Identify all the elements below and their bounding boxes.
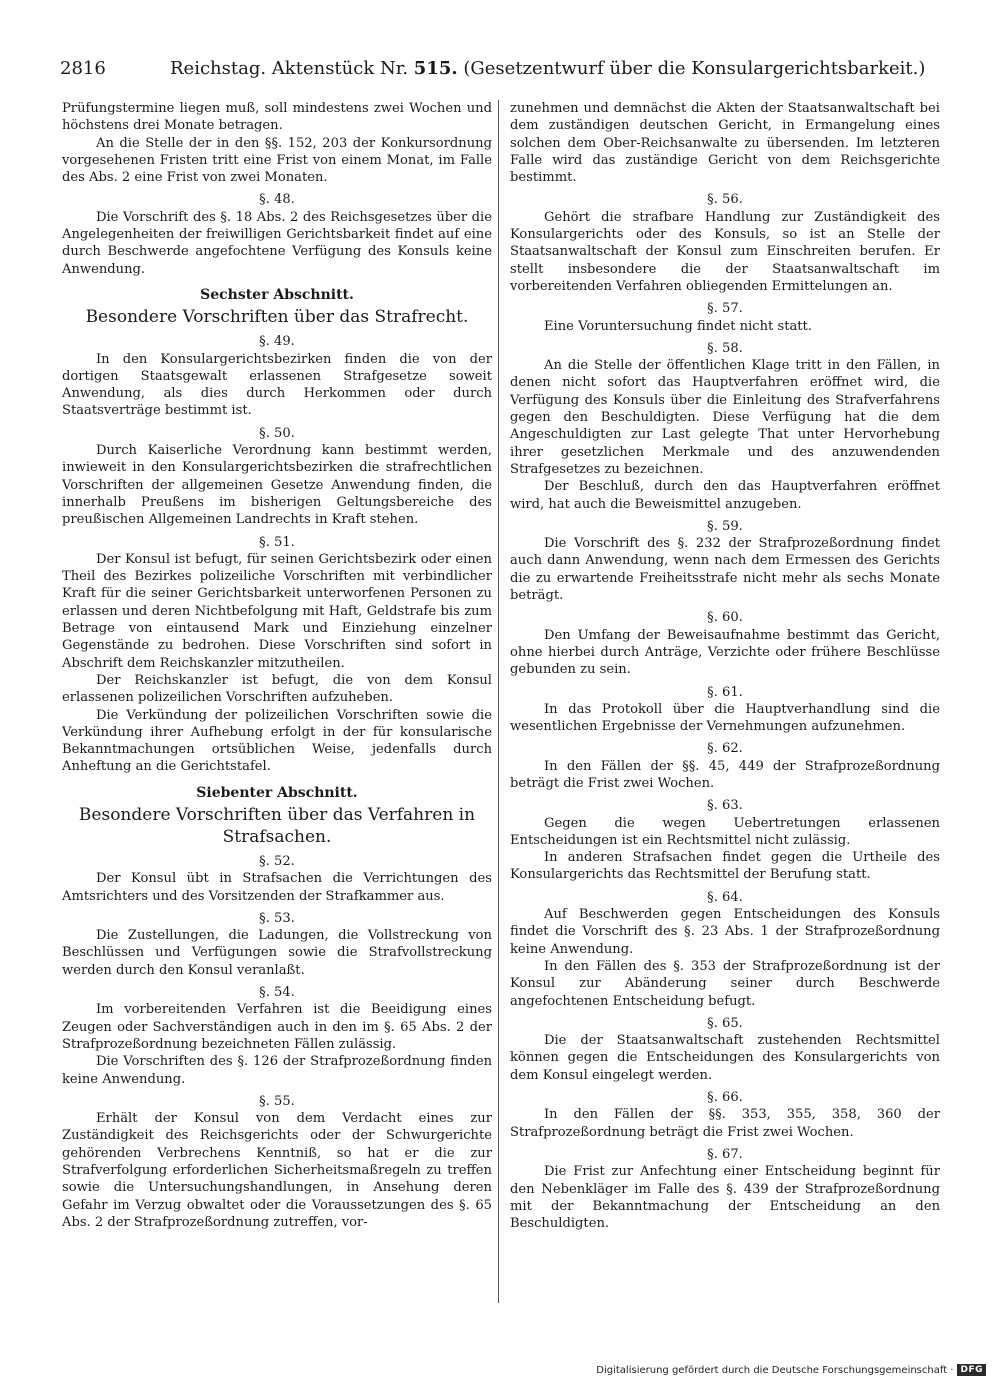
running-title [170,58,925,79]
credit-text: Digitalisierung gefördert durch die Deutsche Forschungsgemeinschaft · [596,1364,954,1376]
paragraph: Der Beschluß, durch den das Hauptverfahren eröffnet wird, hat auch die Beweismittel anzugeben. [510,479,940,512]
paragraph: Im vorbereitenden Verfahren ist die Beeidigung eines Zeugen oder Sachverständigen auch in den im §. 65 Abs. 2 der Strafprozeßordnung bezeichneten Fällen zulässig. [62,1002,492,1052]
chapter-label: Sechster Abschnitt. [200,286,354,303]
paragraph: Die der Staatsanwaltschaft zustehenden Rechtsmittel können gegen die Entscheidungen des Konsulargerichts von dem Konsul eingelegt werden. [510,1033,940,1083]
paragraph: In den Fällen der §§. 353, 355, 358, 360 der Strafprozeßordnung beträgt die Frist zwei Wochen. [510,1107,940,1140]
paragraph: Gehört die strafbare Handlung zur Zuständigkeit des Konsulargerichts oder des Konsuls, so ist an Stelle der Staatsanwaltschaft der Konsul zum Einschreiten berufen. Er stellt insbesondere die der Staatsanwaltschaft im vorbereitenden Verfahren obliegenden Ermittelungen an. [510,209,940,294]
section-heading: §. 65. [707,1015,743,1031]
paragraph: Die Vorschrift des §. 18 Abs. 2 des Reichsgesetzes über die Angelegenheiten der freiwilligen Gerichtsbarkeit findet auf eine durch Beschwerde angefochtene Verfügung des Konsuls keine Anwendung. [62,209,492,277]
paragraph: Durch Kaiserliche Verordnung kann bestimmt werden, inwieweit in den Konsulargerichtsbezirken die strafrechtlichen Vorschriften der allgemeinen Gesetze Anwendung finden, die innerhalb Preußens im bisherigen Geltungsbereiche des preußischen Allgemeinen Landrechts in Kraft stehen. [62,443,492,528]
document-number: 515. [413,58,458,79]
section-heading: §. 54. [259,985,295,1001]
paragraph: Gegen die wegen Uebertretungen erlassenen Entscheidungen ist ein Rechtsmittel nicht zulässig. [510,815,940,848]
column-divider [498,100,499,1303]
section-heading: §. 55. [259,1093,295,1109]
chapter-title: Besondere Vorschriften über das Strafrecht. [85,307,469,328]
paragraph: An die Stelle der in den §§. 152, 203 der Konkursordnung vorgesehenen Fristen tritt eine Frist von einem Monat, im Falle des Abs. 2 eine Frist von zwei Monaten. [62,135,492,186]
section-heading: §. 57. [707,301,743,317]
section-heading: §. 67. [707,1146,743,1162]
dfg-logo: DFG [957,1364,986,1376]
paragraph: Auf Beschwerden gegen Entscheidungen des Konsuls findet die Vorschrift des §. 23 Abs. 1 der Strafprozeßordnung keine Anwendung. [510,907,940,957]
paragraph: In den Fällen der §§. 45, 449 der Strafprozeßordnung beträgt die Frist zwei Wochen. [510,758,940,791]
paragraph: Die Verkündung der polizeilichen Vorschriften sowie die Verkündung ihrer Aufhebung erfolgt in der für konsularische Bekanntmachungen ortsüblichen Weise, jedenfalls durch Anheftung an die Gerichtstafel. [62,707,492,775]
page-number: 2816 [60,58,106,79]
paragraph: Der Reichskanzler ist befugt, die von dem Konsul erlassenen polizeilichen Vorschriften aufzuheben. [62,672,492,706]
paragraph: Der Konsul ist befugt, für seinen Gerichtsbezirk oder einen Theil des Bezirkes polizeiliche Vorschriften mit verbindlicher Kraft für die seiner Gerichtsbarkeit unterworfenen Personen zu erlassen und deren Nichtbefolgung mit Haft, Geldstrafe bis zum Betrage von eintausend Mark und Einziehung einzelner Gegenstände zu bedrohen. Diese Vorschriften sind sofort in Abschrift dem Reichskanzler mitzutheilen. [62,551,492,671]
section-heading: §. 62. [707,741,743,757]
left-column [62,100,492,1231]
paragraph: Prüfungstermine liegen muß, soll mindestens zwei Wochen und höchstens drei Monate betragen. [62,101,492,134]
paragraph: In den Fällen des §. 353 der Strafprozeßordnung ist der Konsul zur Abänderung seiner durch Beschwerde angefochtenen Entscheidung befugt. [510,958,940,1009]
paragraph: Erhält der Konsul von dem Verdacht eines zur Zuständigkeit des Reichsgerichts oder der Schwurgerichte gehörenden Verbrechens Kenntniß, so hat er die zur Strafverfolgung erforderlichen Sicherheitsmaßregeln zu treffen sowie die Untersuchungshandlungen, in Ansehung deren Gefahr im Verzug obwaltet oder die Voraussetzungen des §. 65 Abs. 2 der Strafprozeßordnung zutreffen, vor- [62,1111,492,1230]
section-heading: §. 53. [259,910,295,926]
paragraph: zunehmen und demnächst die Akten der Staatsanwaltschaft bei dem zuständigen deutschen Gericht, in Ermangelung eines solchen dem Ober-Reichsanwalte zu übersenden. Im letzteren Falle wird das zuständige Gericht von dem Reichsgerichte bestimmt. [510,101,940,186]
paragraph: In das Protokoll über die Hauptverhandlung sind die wesentlichen Ergebnisse der Vernehmungen aufzunehmen. [510,701,940,735]
chapter-label: Siebenter Abschnitt. [196,784,358,801]
section-heading: §. 63. [707,798,743,814]
section-heading: §. 64. [707,889,743,905]
paragraph: Die Zustellungen, die Ladungen, die Vollstreckung von Beschlüssen und Verfügungen sowie die Strafvollstreckung werden durch den Konsul veranlaßt. [62,928,492,978]
section-heading: §. 59. [707,518,743,534]
section-heading: §. 49. [259,334,295,350]
section-heading: §. 58. [707,340,743,356]
right-column [510,100,940,1232]
paragraph: Die Vorschriften des §. 126 der Strafprozeßordnung finden keine Anwendung. [62,1054,492,1087]
section-heading: §. 50. [259,425,295,441]
title-left: Reichstag. Aktenstück Nr. [170,58,409,79]
paragraph: In anderen Strafsachen findet gegen die Urtheile des Konsulargerichts das Rechtsmittel der Berufung statt. [510,850,940,883]
page-header [60,58,940,88]
chapter-title: Besondere Vorschriften über das Verfahren in Strafsachen. [78,804,476,847]
section-heading: §. 56. [707,192,743,208]
paragraph: Eine Voruntersuchung findet nicht statt. [544,318,812,334]
paragraph: Die Frist zur Anfechtung einer Entscheidung beginnt für den Nebenkläger im Falle des §. 439 der Strafprozeßordnung mit der Bekanntmachung der Entscheidung an den Beschuldigten. [510,1164,940,1232]
section-heading: §. 61. [707,684,743,700]
section-heading: §. 60. [707,610,743,626]
digitization-credit [596,1364,986,1376]
paragraph: In den Konsulargerichtsbezirken finden die von der dortigen Staatsgewalt erlassenen Strafgesetze soweit Anwendung, als dies durch Herkommen oder durch Staatsverträge bestimmt ist. [62,351,492,419]
paragraph: Der Konsul übt in Strafsachen die Verrichtungen des Amtsrichters und des Vorsitzenden der Strafkammer aus. [62,871,492,904]
paragraph: An die Stelle der öffentlichen Klage tritt in den Fällen, in denen nicht sofort das Hauptverfahren eröffnet wird, die Verfügung des Konsuls über die Einleitung des Strafverfahrens gegen den Beschuldigten. Diese Verfügung hat die dem Angeschuldigten zur Last gelegte That unter Hervorhebung ihrer gesetzlichen Merkmale und des anzuwendenden Strafgesetzes zu bezeichnen. [510,358,940,477]
section-heading: §. 48. [259,192,295,208]
title-subject: (Gesetzentwurf über die Konsulargerichtsbarkeit.) [463,58,926,79]
section-heading: §. 66. [707,1090,743,1106]
paragraph: Die Vorschrift des §. 232 der Strafprozeßordnung findet auch dann Anwendung, wenn nach dem Ermessen des Gerichts die zu erwartende Freiheitsstrafe nicht mehr als sechs Monate beträgt. [510,536,940,604]
section-heading: §. 52. [259,853,295,869]
section-heading: §. 51. [259,534,295,550]
paragraph: Den Umfang der Beweisaufnahme bestimmt das Gericht, ohne hierbei durch Anträge, Verzichte oder frühere Beschlüsse gebunden zu sein. [510,627,940,678]
